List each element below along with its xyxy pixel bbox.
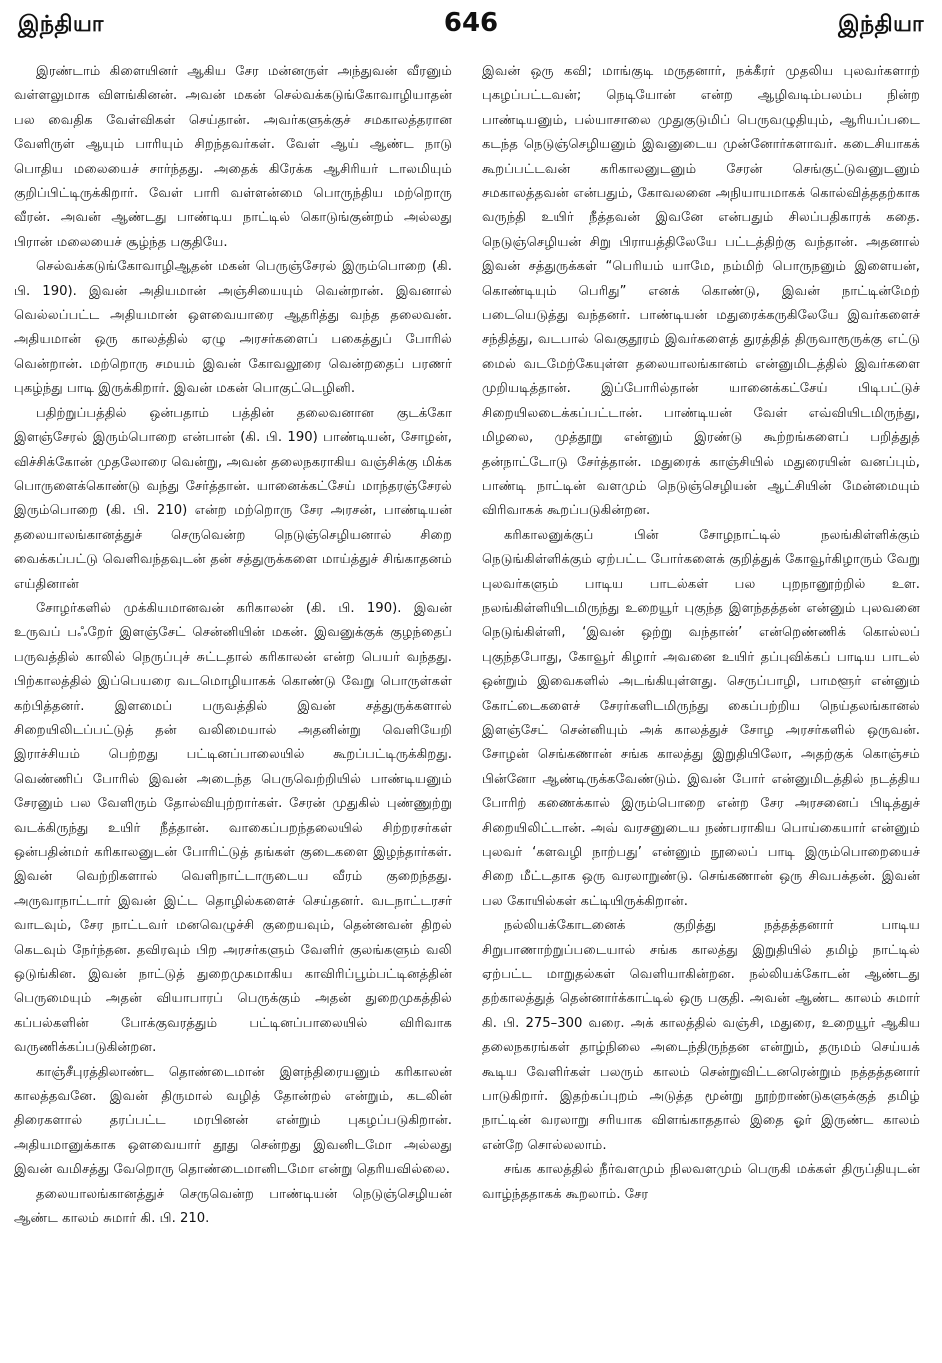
paragraph: இவன் ஒரு கவி; மாங்குடி மருதனார், நக்கீரர் முதலிய புலவர்களாற் புகழப்பட்டவன்; நெடியோன் என்ற ஆழிவடிம்பலம்ப நின்ற பாண்டியனும், பல்யாசாலை முதுகுடுமிப் பெருவழுதியும், ஆரியப்படை கடந்த நெடுஞ்செழியனும் இவனுடைய முன்னோர்களாவர். கடைசியாகக் கூறப்பட்டவன் கரிகாலனுடனும் சேரன் செங்குட்டுவனுடனும் சமகாலத்தவன் என்பதும், கோவலனை அநியாயமாகக் கொல்வித்ததற்காக வருந்தி உயிர் நீத்தவன் இவனே என்பதும் சிலப்பதிகாரக் கதை. நெடுஞ்செழியன் சிறு பிராயத்திலேயே பட்டத்திற்கு வந்தான். அதனால் இவன் சத்துருக்கள் “பெரியம் யாமே, நம்மிற் பொருநனும் இளையன், கொண்டியும் பெரிது” எனக் கொண்டு, இவன் நாட்டின்மேற் படையெடுத்து வந்தனர். பாண்டியன் மதுரைக்கருகிலேயே இவர்களைச் சந்தித்து, வடபால் வெகுதூரம் இவர்களைத் துரத்தித் திருவாரூருக்கு எட்டு மைல் வடமேற்கேயுள்ள தலையாலங்கானம் என்னுமிடத்தில் இவர்களை முறியடித்தான். இப்போரில்தான் யானைக்கட்சேய் பிடிபட்டுச் சிறையிலடைக்கப்பட்டான். பாண்டியன் வேள் எவ்வியிடமிருந்து, மிழலை, முத்தூறு என்னும் இரண்டு கூற்றங்களைப் பறித்துத் தன்நாட்டோடு சேர்த்தான். மதுரைக் காஞ்சியில் மதுரையின் வனப்பும், பாண்டி நாட்டின் வளமும் நெடுஞ்செழியன் ஆட்சியின் மேன்மையும் விரிவாகக் கூறப்படுகின்றன. — [482, 64, 920, 519]
running-title-left: இந்தியா — [18, 12, 104, 37]
paragraph: இரண்டாம் கிளையினர் ஆகிய சேர மன்னருள் அந்துவன் வீரனும் வள்ளலுமாக விளங்கினன். அவன் மகன் செல்வக்கடுங்கோவாழியாதன் பல வைதிக வேள்விகள் செய்தான். அவர்களுக்குச் சமகாலத்தரான வேளிருள் ஆயும் பாரியும் சிறந்தவர்கள். வேள் ஆய் ஆண்ட நாடு பொதிய மலையைச் சார்ந்தது. அதைக் கிரேக்க ஆசிரியர் டாலமியும் குறிப்பிட்டிருக்கிறார். வேள் பாரி வள்ளன்மை பொருந்திய மற்றொரு வீரன். அவன் ஆண்டது பாண்டிய நாட்டில் கொடுங்குன்றம் அல்லது பிரான் மலையைச் சூழ்ந்த பகுதியே. — [14, 64, 452, 250]
page-header — [0, 0, 942, 52]
paragraph: நல்லியக்கோடனைக் குறித்து நத்தத்தனார் பாடிய சிறுபாணாற்றுப்படையால் சங்க காலத்து இறுதியில் தமிழ் நாட்டில் ஏற்பட்ட மாறுதல்கள் வெளியாகின்றன. நல்லியக்கோடன் ஆண்டது தற்காலத்துத் தென்னார்க்காட்டில் ஒரு பகுதி. அவன் ஆண்ட காலம் சுமார் கி. பி. 275–300 வரை. அக் காலத்தில் வஞ்சி, மதுரை, உறையூர் ஆகிய தலைநகரங்கள் தாழ்நிலை அடைந்திருந்தன என்றும், தருமம் செய்யக் கூடிய வேளிர்கள் பலரும் காலம் சென்றுவிட்டனரென்றும் நத்தத்தனார் பாடுகிறார். இதற்கப்புறம் அடுத்த மூன்று நூற்றாண்டுகளுக்குத் தமிழ் நாட்டின் வரலாறு சரியாக விளங்காததால் இதை ஓர் இருண்ட காலம் என்றே சொல்லலாம். — [482, 918, 920, 1153]
left-column — [14, 60, 452, 1232]
paragraph: தலையாலங்கானத்துச் செருவென்ற பாண்டியன் நெடுஞ்செழியன் ஆண்ட காலம் சுமார் கி. பி. 210. — [14, 1186, 452, 1227]
paragraph: செல்வக்கடுங்கோவாழிஆதன் மகன் பெருஞ்சேரல் இரும்பொறை (கி. பி. 190). இவன் அதியமான் அஞ்சியையும் வென்றான். இவனால் வெல்லப்பட்ட அதியமான் ஒளவையாரை ஆதரித்து வந்த தலைவன். அதியமான் ஒரு காலத்தில் ஏழு அரசர்களைப் பகைத்துப் போரில் வென்றான். மற்றொரு சமயம் இவன் கோவலூரை வென்றதைப் பரணர் புகழ்ந்து பாடி இருக்கிறார். இவன் மகன் பொகுட்டெழினி. — [14, 259, 452, 397]
paragraph: கரிகாலனுக்குப் பின் சோழநாட்டில் நலங்கிள்ளிக்கும் நெடுங்கிள்ளிக்கும் ஏற்பட்ட போர்களைக் குறித்துக் கோவூர்கிழாரும் வேறு புலவர்களும் பாடிய பாடல்கள் பல புறநானூற்றில் உள. நலங்கிள்ளியிடமிருந்து உறையூர் புகுந்த இளந்தத்தன் என்னும் புலவனை நெடுங்கிள்ளி, ‘இவன் ஒற்று வந்தான்’ என்றெண்ணிக் கொல்லப் புகுந்தபோது, கோவூர் கிழார் அவனை உயிர் தப்புவிக்கப் பாடிய பாடல் ஒன்றும் இவைகளில் அடங்கியுள்ளது. செருப்பாழி, பாமளூர் என்னும் கோட்டைகளைச் சேரர்களிடமிருந்து கைப்பற்றிய நெய்தலங்கானல் இளஞ்சேட் சென்னியும் அக் காலத்துச் சோழ அரசர்களில் ஒருவன். சோழன் செங்கணான் சங்க காலத்து இறுதியிலோ, அதற்குக் கொஞ்சம் பின்னோ ஆண்டிருக்கவேண்டும். இவன் போர் என்னுமிடத்தில் நடத்திய போரிற் கணைக்கால் இரும்பொறை என்ற சேர அரசனைப் பிடித்துச் சிறையிலிட்டான். அவ் வரசனுடைய நண்பராகிய பொய்கையார் என்னும் புலவர் ‘களவழி நாற்பது’ என்னும் நூலைப் பாடி இரும்பொறையைச் சிறை மீட்டதாக ஒரு வரலாறுண்டு. செங்கணான் ஒரு சிவபக்தன். இவன் பல கோயில்கள் கட்டியிருக்கிறான். — [482, 527, 920, 909]
paragraph: சங்க காலத்தில் நீர்வளமும் நிலவளமும் பெருகி மக்கள் திருப்தியுடன் வாழ்ந்ததாகக் கூறலாம். சேர — [482, 1162, 920, 1202]
page-number: 646 — [443, 8, 499, 38]
paragraph: காஞ்சீபுரத்திலாண்ட தொண்டைமான் இளந்திரையனும் கரிகாலன் காலத்தவனே. இவன் திருமால் வழித் தோன்றல் என்றும், கடலின் திரைகளால் தரப்பட்ட மரபினன் என்றும் புகழப்படுகிறான். அதியமானுக்காக ஒளவையார் தூது சென்றது இவனிடமோ அல்லது இவன் வமிசத்து வேறொரு தொண்டைமானிடமோ என்று தெரியவில்லை. — [14, 1064, 452, 1178]
paragraph: பதிற்றுப்பத்தில் ஒன்பதாம் பத்தின் தலைவனான குடக்கோ இளஞ்சேரல் இரும்பொறை என்பான் (கி. பி. 190) பாண்டியன், சோழன், விச்சிக்கோன் முதலோரை வென்று, அவன் தலைநகராகிய வஞ்சிக்கு மிக்க பொருளைக்கொண்டு வந்து சேர்த்தான். யானைக்கட்சேய் மாந்தரஞ்சேரல் இரும்பொறை (கி. பி. 210) என்ற மற்றொரு சேர அரசன், பாண்டியன் தலையாலங்கானத்துச் செருவென்ற நெடுஞ்செழியனால் சிறை வைக்கப்பட்டு வெளிவந்தவுடன் தன் சத்துருக்களை மாய்த்துச் சிங்காதனம் எய்தினான் — [14, 405, 452, 592]
paragraph: சோழர்களில் முக்கியமானவன் கரிகாலன் (கி. பி. 190). இவன் உருவப் பஃறேர் இளஞ்சேட் சென்னியின் மகன். இவனுக்குக் குழந்தைப் பருவத்தில் காலில் நெருப்புச் சுட்டதால் கரிகாலன் என்ற பெயர் வந்தது. பிற்காலத்தில் இப்பெயரை வடமொழியாகக் கொண்டு வேறு பொருள்கள் கற்பித்தனர். இளமைப் பருவத்தில் இவன் சத்துருக்களால் சிறையிலிடப்பட்டுத் தன் வலிமையால் அதனின்று வெளியேறி இராச்சியம் பெற்றது பட்டினப்பாலையில் கூறப்பட்டிருக்கிறது. வெண்ணிப் போரில் இவன் அடைந்த பெருவெற்றியில் பாண்டியனும் சேரனும் பல வேளிரும் தோல்வியுற்றார்கள். சேரன் முதுகில் புண்ணுற்று வடக்கிருந்து உயிர் நீத்தான். வாகைப்பறந்தலையில் சிற்றரசர்கள் ஒன்பதின்மர் கரிகாலனுடன் போரிட்டுத் தங்கள் குடைகளை இழந்தார்கள். இவன் வெற்றிகளால் வெளிநாட்டாருடைய வீரம் குறைந்தது. அருவாநாட்டார் இவன் இட்ட தொழில்களைச் செய்தனர். வடநாட்டரசர் வாடவும், சேர நாட்டவர் மனவெழுச்சி குறையவும், தென்னவன் திறல் கெடவும் நேர்ந்தன. தவிரவும் பிற அரசர்களும் வேளிர் குலங்களும் வலி ஒடுங்கின. இவன் நாட்டுத் துறைமுகமாகிய காவிரிப்பூம்பட்டினத்தின் பெருமையும் அதன் வியாபாரப் பெருக்கும் அதன் துறைமுகத்தில் கப்பல்களின் போக்குவரத்தும் பட்டினப்பாலையில் விரிவாக வருணிக்கப்படுகின்றன. — [14, 600, 452, 1056]
right-column — [482, 60, 920, 1207]
running-title-right: இந்தியா — [838, 12, 924, 37]
